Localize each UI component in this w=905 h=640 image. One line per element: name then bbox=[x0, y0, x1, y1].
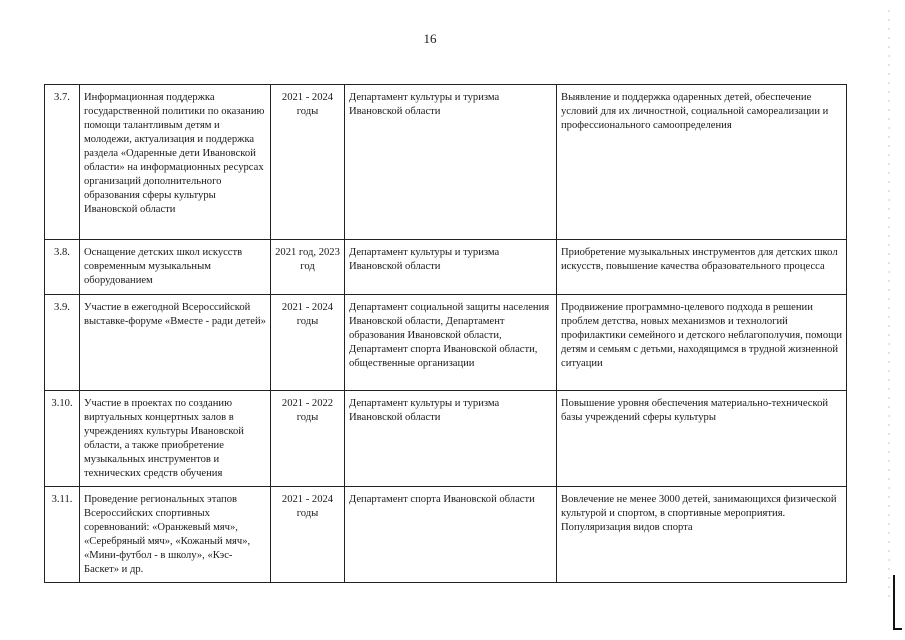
result-cell: Приобретение музыкальных инструментов для детских школ искусств, повышение качества образовательного процесса bbox=[557, 240, 847, 295]
executor-cell: Департамент культуры и туризма Ивановской области bbox=[345, 85, 557, 240]
action-cell: Оснащение детских школ искусств современным музыкальным оборудованием bbox=[80, 240, 271, 295]
row-number: 3.11. bbox=[45, 487, 80, 583]
executor-cell: Департамент спорта Ивановской области bbox=[345, 487, 557, 583]
scan-edge-marks bbox=[875, 0, 905, 640]
row-number: 3.8. bbox=[45, 240, 80, 295]
period-cell: 2021 - 2022 годы bbox=[271, 391, 345, 487]
executor-cell: Департамент социальной защиты населения Ивановской области, Департамент образования Ивановской области, Департамент спорта Ивановской области, общественные организации bbox=[345, 295, 557, 391]
period-cell: 2021 год, 2023 год bbox=[271, 240, 345, 295]
table-row bbox=[45, 295, 847, 391]
row-number: 3.7. bbox=[45, 85, 80, 240]
result-cell: Вовлечение не менее 3000 детей, занимающихся физической культурой и спортом, в спортивные мероприятия. Популяризация видов спорта bbox=[557, 487, 847, 583]
page-number: 16 bbox=[423, 31, 437, 46]
action-cell: Проведение региональных этапов Всероссийских спортивных соревнований: «Оранжевый мяч», «Серебряный мяч», «Кожаный мяч», «Мини-футбол - в школу», «Кэс-Баскет» и др. bbox=[80, 487, 271, 583]
row-number: 3.10. bbox=[45, 391, 80, 487]
result-cell: Продвижение программно-целевого подхода в решении проблем детства, новых механизмов и технологий профилактики семейного и детского неблагополучия, помощи детям и семьям с детьми, находящимся в трудной жизненной ситуации bbox=[557, 295, 847, 391]
action-cell: Участие в ежегодной Всероссийской выставке-форуме «Вместе - ради детей» bbox=[80, 295, 271, 391]
period-cell: 2021 - 2024 годы bbox=[271, 85, 345, 240]
period-cell: 2021 - 2024 годы bbox=[271, 295, 345, 391]
action-cell: Участие в проектах по созданию виртуальных концертных залов в учреждениях культуры Ивановской области, а также приобретение музыкальных инструментов и технических средств обучения bbox=[80, 391, 271, 487]
result-cell: Выявление и поддержка одаренных детей, обеспечение условий для их личностной, социальной самореализации и профессионального самоопределения bbox=[557, 85, 847, 240]
row-number: 3.9. bbox=[45, 295, 80, 391]
table-row bbox=[45, 391, 847, 487]
table-row bbox=[45, 85, 847, 240]
executor-cell: Департамент культуры и туризма Ивановской области bbox=[345, 391, 557, 487]
executor-cell: Департамент культуры и туризма Ивановской области bbox=[345, 240, 557, 295]
table-row bbox=[45, 240, 847, 295]
action-cell: Информационная поддержка государственной политики по оказанию помощи талантливым детям и молодежи, актуализация и поддержка раздела «Одаренные дети Ивановской области» на информационных ресурсах организаций дополнительного образования сферы культуры Ивановской области bbox=[80, 85, 271, 240]
result-cell: Повышение уровня обеспечения материально-технической базы учреждений сферы культуры bbox=[557, 391, 847, 487]
period-cell: 2021 - 2024 годы bbox=[271, 487, 345, 583]
activities-table bbox=[44, 84, 847, 583]
table-row bbox=[45, 487, 847, 583]
